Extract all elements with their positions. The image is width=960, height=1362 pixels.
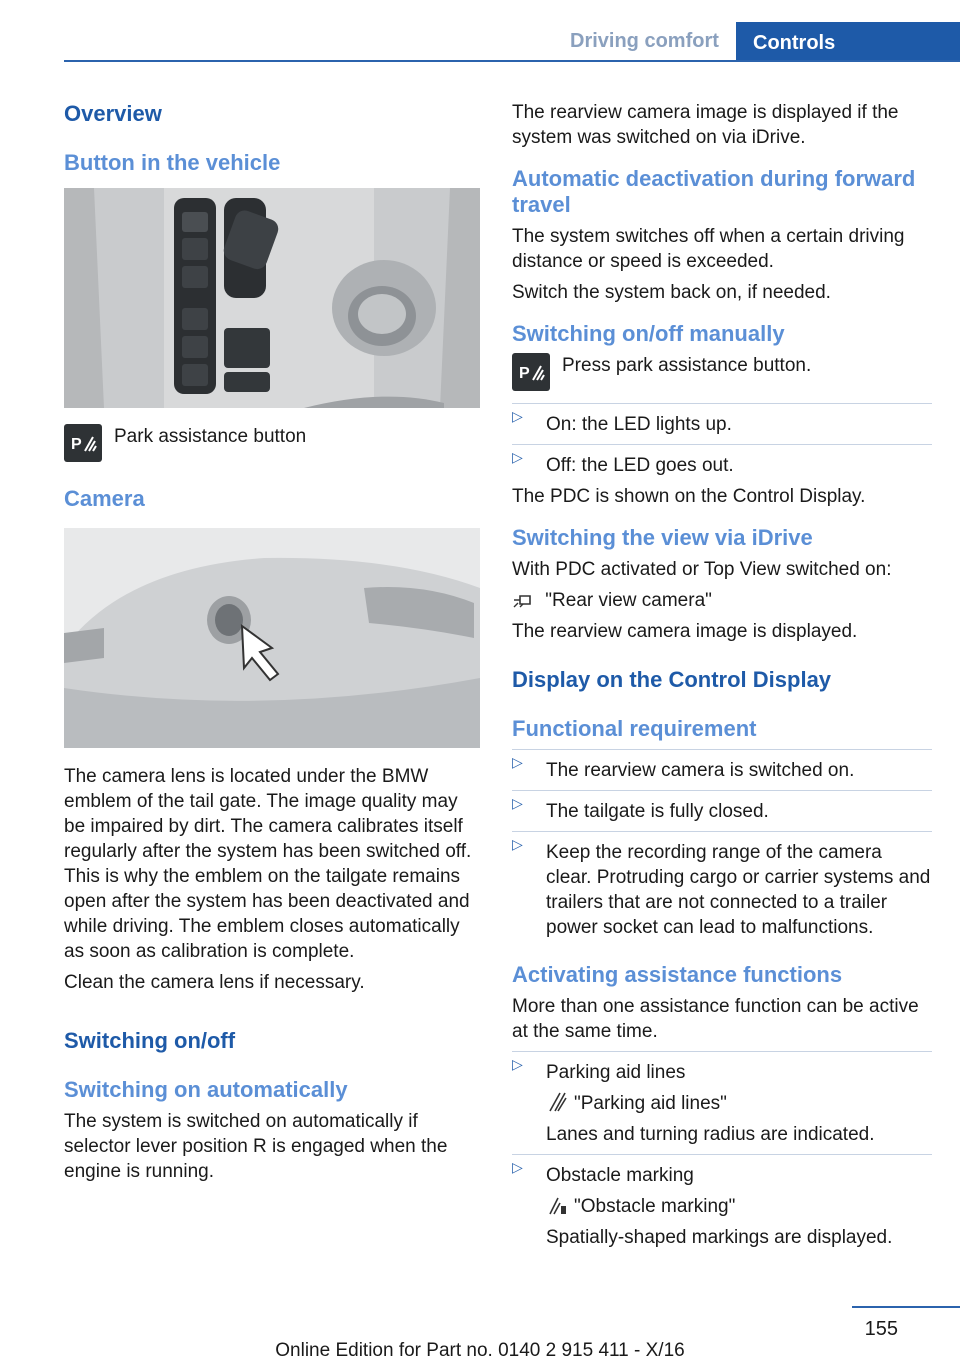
button-heading: Button in the vehicle [64, 150, 281, 175]
view-heading: Switching the view via iDrive [512, 525, 813, 550]
rear-view-camera-icon [512, 588, 534, 610]
list-item: ▷ Keep the recording range of the camera clear. Protruding cargo or carrier systems and trailers that are not connected to a trailer power socket can lead to malfunctions. [512, 831, 932, 940]
park-button-caption: Park assistance button [114, 426, 307, 447]
park-button-legend [64, 424, 482, 462]
footer-rule [852, 1306, 960, 1308]
manual-heading: Switching on/off manually [512, 321, 785, 346]
rear-cam-displayed: The rearview camera image is displayed. [512, 621, 858, 642]
list-item: ▷ Parking aid lines "Parking aid lines" Lanes and turning radius are indicated. [512, 1051, 932, 1147]
deactivation-text: The system switches off when a certain driving distance or speed is exceeded. [512, 226, 905, 272]
park-assist-icon [64, 424, 102, 462]
svg-text:P: P [519, 365, 530, 382]
left-column [64, 100, 482, 1184]
clean-lens-note: Clean the camera lens if necessary. [64, 972, 365, 993]
obstacle-marking-icon [546, 1194, 568, 1216]
assist-text: More than one assistance function can be active at the same time. [512, 996, 919, 1042]
display-heading: Display on the Control Display [512, 667, 832, 692]
switch-back-text: Switch the system back on, if needed. [512, 282, 831, 303]
assist-heading: Activating assistance functions [512, 962, 843, 987]
page-number: 155 [864, 1318, 898, 1340]
pdc-text: The PDC is shown on the Control Display. [512, 486, 866, 507]
svg-text:P: P [71, 436, 82, 453]
header-rule [64, 60, 960, 62]
center-console-image [64, 188, 480, 408]
camera-description: The camera lens is located under the BMW emblem of the tail gate. The image quality may be impaired by dirt. The camera calibrates itself regularly after the system has been switched off. This is why the emblem on the tailgate remains open after the system has been deactivated and while driving. The emblem closes automatically as soon as calibration is complete. [64, 766, 472, 962]
list-item: ▷ The tailgate is fully closed. [512, 790, 932, 824]
park-assist-icon [512, 353, 550, 391]
idrive-description: The rearview camera image is displayed if the system was switched on via iDrive. [512, 102, 899, 148]
assist-list [512, 1051, 932, 1250]
tailgate-image [64, 528, 480, 748]
press-button-text: Press park assistance button. [562, 355, 812, 376]
functional-list [512, 749, 932, 940]
menu-item: "Parking aid lines" [546, 1091, 932, 1116]
manual-list [512, 403, 932, 478]
page-header [0, 0, 960, 62]
console-photo [64, 188, 480, 408]
functional-heading: Functional requirement [512, 716, 757, 741]
list-item: ▷ On: the LED lights up. [512, 403, 932, 437]
auto-heading: Switching on automatically [64, 1077, 348, 1102]
camera-heading: Camera [64, 486, 145, 511]
auto-description: The system is switched on automatically if selector lever position R is engaged when the engine is running. [64, 1111, 448, 1182]
camera-photo [64, 528, 480, 748]
menu-item: "Obstacle marking" [546, 1194, 932, 1219]
list-item: ▷ Off: the LED goes out. [512, 444, 932, 478]
list-item: ▷ The rearview camera is switched on. [512, 749, 932, 783]
right-column [512, 100, 932, 1250]
rear-cam-menu-item: "Rear view camera" [512, 588, 932, 613]
switching-heading: Switching on/off [64, 1028, 236, 1053]
section-tab: Driving comfort [570, 30, 719, 52]
deactivation-heading: Automatic deactivation during forward travel [512, 166, 916, 217]
chapter-tab: Controls [736, 22, 960, 62]
list-item: ▷ Obstacle marking "Obstacle marking" Spatially-shaped markings are displayed. [512, 1154, 932, 1250]
parking-lines-icon [546, 1091, 568, 1113]
press-button-row [512, 353, 932, 391]
overview-heading: Overview [64, 101, 162, 126]
view-text: With PDC activated or Top View switched on: [512, 559, 892, 580]
edition-text: Online Edition for Part no. 0140 2 915 411 - X/16 [275, 1340, 685, 1361]
